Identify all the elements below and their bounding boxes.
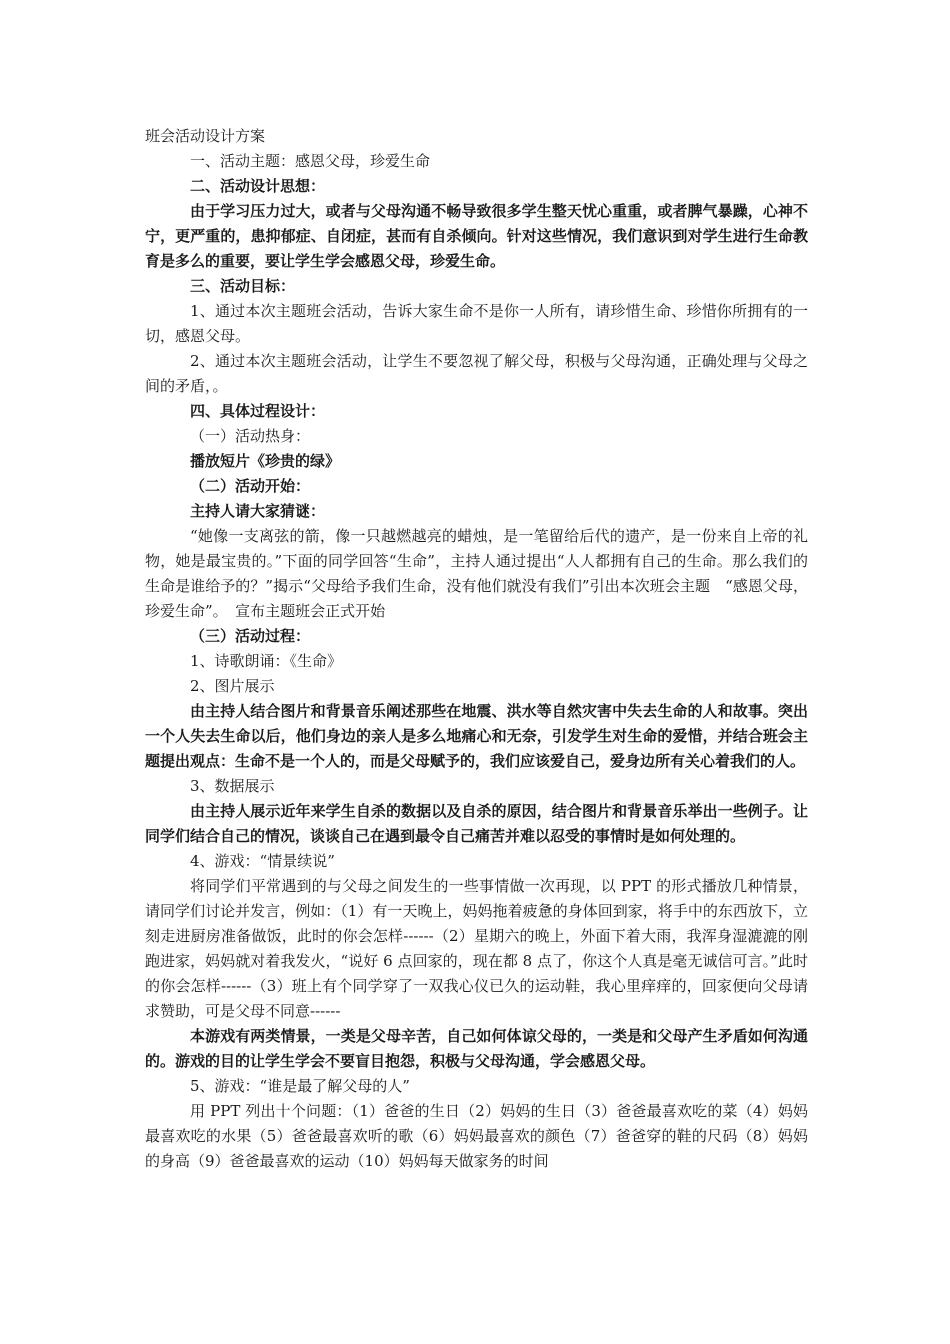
subheading-start: （二）活动开始： [190,477,311,495]
section-heading-process: 四、具体过程设计： [190,402,326,420]
section-heading-goals: 三、活动目标： [190,277,296,295]
paragraph-data: 由主持人展示近年来学生自杀的数据以及自杀的原因，结合图片和背景音乐举出一些例子。让同学们结合自己的情况，谈谈自己在遇到最令自己痛苦并难以忍受的事情时是如何处理的。 [145,802,808,845]
item-pictures: 2、图片展示 [190,677,275,695]
paragraph-game-questions: 用 PPT 列出十个问题：（1）爸爸的生日（2）妈妈的生日（3）爸爸最喜欢吃的菜（4）妈妈最喜欢吃的水果（5）爸爸最喜欢听的歌（6）妈妈最喜欢的颜色（7）爸爸穿的鞋的尺码（8）妈妈的身高（9）爸爸最喜欢的运动（10）妈妈每天做家务的时间 [145,1102,808,1170]
section-heading-theme: 一、活动主题：感恩父母，珍爱生命 [190,152,431,170]
document-body [145,124,808,1174]
paragraph-design-idea: 由于学习压力过大，或者与父母沟通不畅导致很多学生整天忧心重重，或者脾气暴躁，心神不宁，更严重的，患抑郁症、自闭症，甚而有自杀倾向。针对这些情况，我们意识到对学生进行生命教育是多么的重要，要让学生学会感恩父母，珍爱生命。 [145,202,808,270]
paragraph-riddle-intro: 主持人请大家猜谜： [190,502,326,520]
paragraph-video: 播放短片《珍贵的绿》 [190,452,341,470]
section-heading-design-idea: 二、活动设计思想： [190,177,326,195]
subheading-warmup: （一）活动热身： [190,427,311,445]
paragraph-riddle: “她像一支离弦的箭，像一只越燃越亮的蜡烛，是一笔留给后代的遗产，是一份来自上帝的礼物，她是最宝贵的。”下面的同学回答“生命”，主持人通过提出“人人都拥有自己的生命。那么我们的生命是谁给予的？”揭示“父母给予我们生命，没有他们就没有我们”引出本次班会主题 “感恩父母，珍爱生命”。 宣布主题班会正式开始 [145,527,808,620]
item-poem: 1、诗歌朗诵：《生命》 [190,652,343,670]
paragraph-game-purpose: 本游戏有两类情景，一类是父母辛苦，自己如何体谅父母的，一类是和父母产生矛盾如何沟通的。游戏的目的让学生学会不要盲目抱怨，积极与父母沟通，学会感恩父母。 [145,1027,808,1070]
item-game-scenario: 4、游戏：“情景续说” [190,852,335,870]
paragraph-pictures: 由主持人结合图片和背景音乐阐述那些在地震、洪水等自然灾害中失去生命的人和故事。突出一个人失去生命以后，他们身边的亲人是多么地痛心和无奈，引发学生对生命的爱惜，并结合班会主题提出观点：生命不是一个人的，而是父母赋予的，我们应该爱自己，爱身边所有关心着我们的人。 [145,702,808,770]
paragraph-game-scenario: 将同学们平常遇到的与父母之间发生的一些事情做一次再现，以 PPT 的形式播放几种情景，请同学们讨论并发言，例如：（1）有一天晚上，妈妈拖着疲惫的身体回到家，将手中的东西放下，立刻走进厨房准备做饭，此时的你会怎样------（2）星期六的晚上，外面下着大雨，我浑身湿漉漉的刚跑进家，妈妈就对着我发火，“说好 6 点回家的，现在都 8 点了，你这个人真是毫无诚信可言。”此时的你会怎样------（3）班上有个同学穿了一双我心仪已久的运动鞋，我心里痒痒的，回家便向父母请求赞助，可是父母不同意------ [145,877,808,1020]
subheading-activity: （三）活动过程： [190,627,311,645]
document-title: 班会活动设计方案 [145,127,266,145]
item-game-parents: 5、游戏：“谁是最了解父母的人” [190,1077,410,1095]
item-data: 3、数据展示 [190,777,275,795]
paragraph-goal-2: 2、通过本次主题班会活动，让学生不要忽视了解父母，积极与父母沟通，正确处理与父母之间的矛盾，。 [145,352,808,395]
paragraph-goal-1: 1、通过本次主题班会活动，告诉大家生命不是你一人所有，请珍惜生命、珍惜你所拥有的一切，感恩父母。 [145,302,808,345]
